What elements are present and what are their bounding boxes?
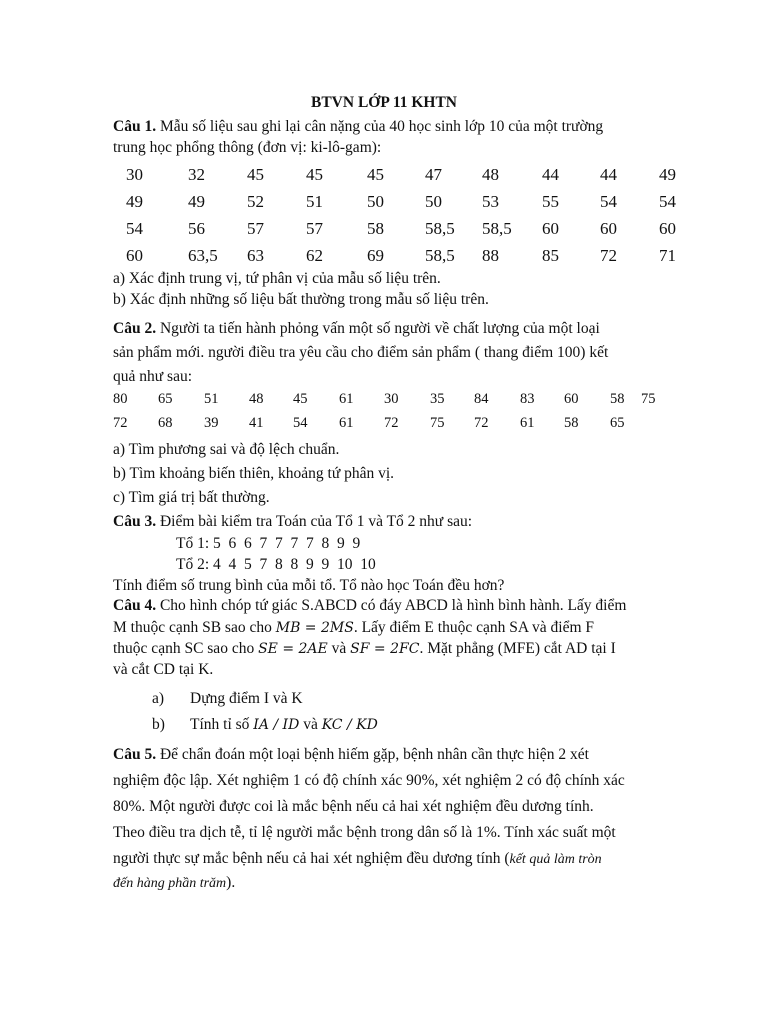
- page-title: BTVN LỚP 11 KHTN: [311, 94, 457, 111]
- table-row: [126, 192, 682, 219]
- rounding-note-part2: đến hàng phần trăm: [113, 876, 227, 891]
- table-cell: 54: [659, 192, 676, 211]
- table-cell: 72: [600, 246, 617, 265]
- table-row: [126, 219, 682, 246]
- cau3-to1: Tổ 1: 5 6 6 7 7 7 7 8 9 9: [176, 535, 361, 552]
- cau2-line2: sản phẩm mới. người điều tra yêu cầu cho điểm sản phẩm ( thang điểm 100) kết: [113, 344, 609, 361]
- table-cell: 56: [188, 219, 205, 238]
- table-cell: 85: [542, 246, 559, 265]
- table-cell: 35: [430, 391, 445, 407]
- cau2-question-b: b) Tìm khoảng biến thiên, khoảng tứ phân vị.: [113, 465, 395, 482]
- table-cell: 54: [126, 219, 143, 238]
- cau1-line2: trung học phổng thông (đơn vị: ki-lô-gam):: [113, 139, 382, 156]
- cau1-data-table: [126, 165, 682, 273]
- table-cell: 57: [247, 219, 264, 238]
- cau2-data-table: [113, 391, 658, 439]
- cau2-line1: Câu 2. Người ta tiến hành phỏng vấn một số người về chất lượng của một loại: [113, 320, 600, 337]
- cau5-label: Câu 5.: [113, 746, 157, 763]
- table-cell: 60: [659, 219, 676, 238]
- table-row: [126, 246, 682, 273]
- table-cell: 58,5: [425, 246, 455, 265]
- cau4-line4: và cắt CD tại K.: [113, 661, 214, 678]
- table-cell: 65: [610, 415, 625, 431]
- cau4-label: Câu 4.: [113, 597, 157, 614]
- table-cell: 54: [600, 192, 617, 211]
- table-cell: 68: [158, 415, 173, 431]
- table-cell: 62: [306, 246, 323, 265]
- cau2-question-c: c) Tìm giá trị bất thường.: [113, 489, 270, 506]
- table-cell: 53: [482, 192, 499, 211]
- cau3-line1: Câu 3. Điểm bài kiểm tra Toán của Tổ 1 và Tổ 2 như sau:: [113, 513, 473, 530]
- cau4-item-a-marker: a): [152, 690, 165, 707]
- table-cell: 58: [367, 219, 384, 238]
- table-cell: 51: [204, 391, 219, 407]
- table-cell: 57: [306, 219, 323, 238]
- cau3-question: Tính điểm số trung bình của mỗi tổ. Tổ nào học Toán đều hơn?: [113, 577, 505, 594]
- table-cell: 60: [600, 219, 617, 238]
- cau4-item-b-marker: b): [152, 716, 165, 733]
- cau2-line3: quả như sau:: [113, 368, 192, 385]
- table-cell: 72: [384, 415, 399, 431]
- table-cell: 49: [126, 192, 143, 211]
- table-cell: 39: [204, 415, 219, 431]
- table-cell: 60: [126, 246, 143, 265]
- formula-se: SE = 2AE: [258, 641, 328, 657]
- table-cell: 61: [339, 391, 354, 407]
- table-cell: 30: [126, 165, 143, 184]
- cau5-line2: nghiệm độc lập. Xét nghiệm 1 có độ chính xác 90%, xét nghiệm 2 có độ chính xác: [113, 772, 625, 789]
- table-cell: 58: [564, 415, 579, 431]
- table-cell: 48: [249, 391, 264, 407]
- table-cell: 45: [367, 165, 384, 184]
- cau1-question-b: b) Xác định những số liệu bất thường trong mẫu số liệu trên.: [113, 291, 489, 308]
- table-cell: 51: [306, 192, 323, 211]
- cau5-line3: 80%. Một người được coi là mắc bệnh nếu cả hai xét nghiệm đều dương tính.: [113, 798, 594, 815]
- table-cell: 54: [293, 415, 308, 431]
- table-cell: 45: [293, 391, 308, 407]
- table-cell: 58,5: [425, 219, 455, 238]
- table-cell: 61: [339, 415, 354, 431]
- cau5-line5: người thực sự mắc bệnh nếu cả hai xét nghiệm đều dương tính (kết quả làm tròn: [113, 850, 602, 867]
- table-cell: 41: [249, 415, 264, 431]
- table-cell: 61: [520, 415, 535, 431]
- cau5-line1: Câu 5. Để chẩn đoán một loại bệnh hiếm gặp, bệnh nhân cần thực hiện 2 xét: [113, 746, 589, 763]
- table-cell: 50: [425, 192, 442, 211]
- table-cell: 69: [367, 246, 384, 265]
- table-cell: 48: [482, 165, 499, 184]
- table-cell: 84: [474, 391, 489, 407]
- cau5-line4: Theo điều tra dịch tễ, tỉ lệ người mắc bệnh trong dân số là 1%. Tính xác suất một: [113, 824, 616, 841]
- cau4-item-b-text: Tính tỉ số IA / ID và KC / KD: [190, 716, 378, 733]
- cau4-line2: M thuộc cạnh SB sao cho MB = 2MS. Lấy điểm E thuộc cạnh SA và điểm F: [113, 619, 595, 636]
- formula-mb: MB = 2MS: [275, 620, 354, 636]
- table-row: [126, 165, 682, 192]
- table-cell: 63,5: [188, 246, 218, 265]
- table-cell: 30: [384, 391, 399, 407]
- table-cell: 44: [600, 165, 617, 184]
- table-cell: 83: [520, 391, 535, 407]
- table-cell: 60: [542, 219, 559, 238]
- table-cell: 60: [564, 391, 579, 407]
- rounding-note-part1: kết quả làm tròn: [509, 852, 602, 867]
- table-cell: 71: [659, 246, 676, 265]
- table-cell: 88: [482, 246, 499, 265]
- table-cell: 55: [542, 192, 559, 211]
- formula-kc-kd: KC / KD: [321, 717, 378, 733]
- table-cell: 75: [641, 391, 656, 407]
- formula-sf: SF = 2FC: [350, 641, 420, 657]
- table-cell: 72: [474, 415, 489, 431]
- table-cell: 47: [425, 165, 442, 184]
- table-cell: 32: [188, 165, 205, 184]
- table-cell: 45: [247, 165, 264, 184]
- table-cell: 49: [659, 165, 676, 184]
- table-cell: 50: [367, 192, 384, 211]
- cau2-label: Câu 2.: [113, 320, 157, 337]
- cau5-line6: đến hàng phần trăm).: [113, 874, 236, 891]
- table-cell: 58: [610, 391, 625, 407]
- table-row: [113, 391, 658, 415]
- cau4-line1: Câu 4. Cho hình chóp tứ giác S.ABCD có đáy ABCD là hình bình hành. Lấy điểm: [113, 597, 627, 614]
- cau1-line1: Câu 1. Mẫu số liệu sau ghi lại cân nặng của 40 học sinh lớp 10 của một trường: [113, 118, 604, 135]
- formula-ia-id: IA / ID: [253, 717, 300, 733]
- table-cell: 72: [113, 415, 128, 431]
- cau1-question-a: a) Xác định trung vị, tứ phân vị của mẫu số liệu trên.: [113, 270, 441, 287]
- table-cell: 49: [188, 192, 205, 211]
- table-cell: 45: [306, 165, 323, 184]
- cau3-to2: Tổ 2: 4 4 5 7 8 8 9 9 10 10: [176, 556, 376, 573]
- table-cell: 58,5: [482, 219, 512, 238]
- table-cell: 80: [113, 391, 128, 407]
- cau4-line3: thuộc cạnh SC sao cho SE = 2AE và SF = 2FC. Mặt phẳng (MFE) cắt AD tại I: [113, 640, 616, 657]
- table-cell: 65: [158, 391, 173, 407]
- table-row: [113, 415, 658, 439]
- table-cell: 44: [542, 165, 559, 184]
- cau3-label: Câu 3.: [113, 513, 157, 530]
- table-cell: 75: [430, 415, 445, 431]
- table-cell: 52: [247, 192, 264, 211]
- cau1-label: Câu 1.: [113, 118, 157, 135]
- cau2-question-a: a) Tìm phương sai và độ lệch chuẩn.: [113, 441, 340, 458]
- cau4-item-a-text: Dựng điểm I và K: [190, 690, 303, 707]
- table-cell: 63: [247, 246, 264, 265]
